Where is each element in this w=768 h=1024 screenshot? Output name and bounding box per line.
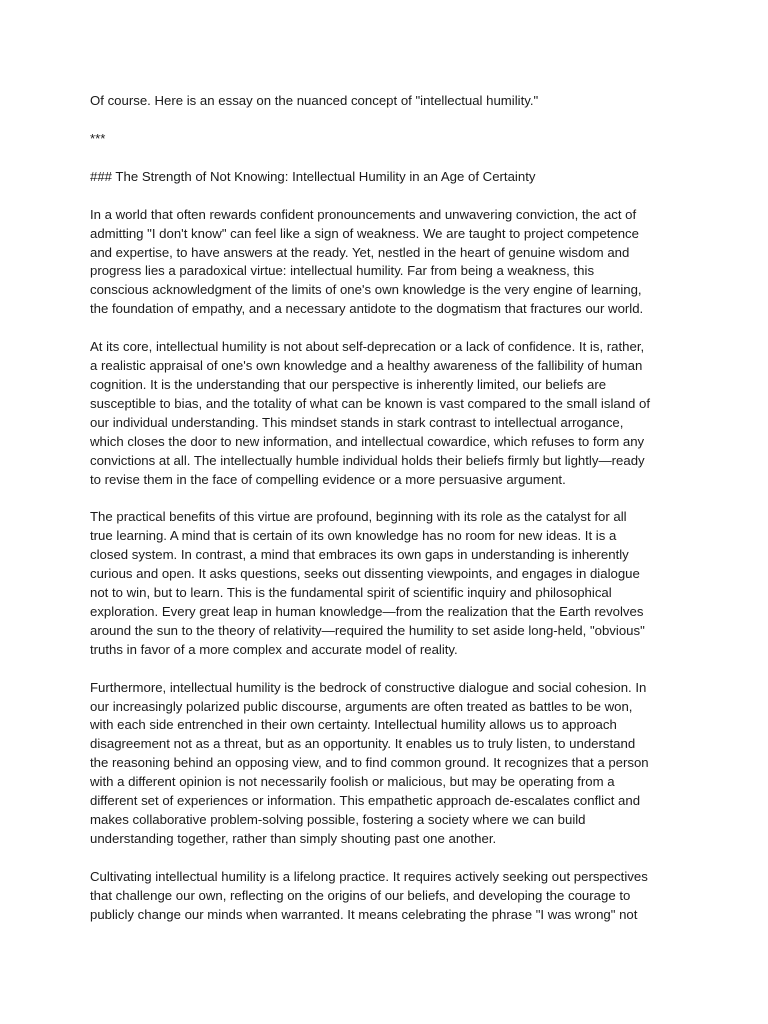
paragraph-line: At its core, intellectual humility is not about self-deprecation or a lack of confidence. It is, rather,: [90, 339, 645, 355]
paragraph-line: around the sun to the theory of relativity—required the humility to set aside long-held, "obvious": [90, 622, 645, 638]
paragraph-line: understanding together, rather than simply shouting past one another.: [90, 830, 497, 846]
paragraph-line: with a different opinion is not necessarily foolish or malicious, but may be operating from a: [90, 774, 615, 790]
paragraph-line: the reasoning behind an opposing view, and to find common ground. It recognizes that a person: [90, 755, 649, 771]
paragraph-line: conscious acknowledgment of the limits of one's own knowledge is the very engine of learning,: [90, 282, 642, 298]
paragraph-line: Furthermore, intellectual humility is the bedrock of constructive dialogue and social cohesion. In: [90, 679, 647, 695]
paragraph-line: with each side entrenched in their own certainty. Intellectual humility allows us to approach: [90, 717, 617, 733]
essay-body: [90, 206, 670, 925]
paragraph-line: publicly change our minds when warranted. It means celebrating the phrase "I was wrong" not: [90, 906, 638, 922]
paragraph-line: The practical benefits of this virtue are profound, beginning with its role as the catalyst for all: [90, 509, 627, 525]
paragraph-line: different set of experiences or information. This empathetic approach de-escalates conflict and: [90, 793, 641, 809]
paragraph-line: curious and open. It asks questions, seeks out dissenting viewpoints, and engages in dialogue: [90, 566, 640, 582]
paragraph-line: makes collaborative problem-solving possible, fostering a society where we can build: [90, 812, 586, 827]
paragraph-line: a realistic appraisal of one's own knowledge and a healthy awareness of the fallibility of human: [90, 358, 643, 374]
intro-line: [90, 92, 670, 111]
essay-paragraph: [90, 508, 670, 659]
paragraph-line: not to win, but to learn. This is the fundamental spirit of scientific inquiry and philosophical: [90, 585, 612, 601]
paragraph-line: true learning. A mind that is certain of its own knowledge has no room for new ideas. It is a: [90, 528, 617, 544]
paragraph-line: that challenge our own, reflecting on the origins of our beliefs, and developing the courage to: [90, 887, 631, 903]
paragraph-line: our individual understanding. This mindset stands in stark contrast to intellectual arrogance,: [90, 414, 624, 430]
essay-paragraph: [90, 338, 670, 489]
paragraph-line: to revise them in the face of compelling evidence or a more persuasive argument.: [90, 471, 566, 487]
paragraph-line: susceptible to bias, and the totality of what can be known is vast compared to the small island of: [90, 395, 651, 411]
essay-paragraph: [90, 206, 670, 319]
paragraph-line: convictions at all. The intellectually humble individual holds their beliefs firmly but lightly—ready: [90, 452, 645, 468]
paragraph-line: which closes the door to new information, and intellectual cowardice, which refuses to form any: [90, 433, 645, 449]
essay-paragraph: [90, 868, 670, 925]
separator: [90, 130, 670, 149]
document-page: [90, 92, 670, 944]
essay-paragraph: [90, 679, 670, 849]
paragraph-line: In a world that often rewards confident pronouncements and unwavering conviction, the act of: [90, 206, 637, 222]
paragraph-line: closed system. In contrast, a mind that embraces its own gaps in understanding is inherently: [90, 547, 629, 563]
paragraph-line: disagreement not as a threat, but as an opportunity. It enables us to truly listen, to understand: [90, 736, 636, 752]
paragraph-line: our increasingly polarized public discourse, arguments are often treated as battles to be won,: [90, 698, 633, 714]
essay-heading-text: ### The Strength of Not Knowing: Intellectual Humility in an Age of Certainty: [90, 168, 536, 184]
paragraph-line: cognition. It is the understanding that our perspective is inherently limited, our beliefs are: [90, 376, 607, 392]
intro-text: Of course. Here is an essay on the nuanced concept of "intellectual humility.": [90, 93, 539, 108]
paragraph-line: Cultivating intellectual humility is a lifelong practice. It requires actively seeking out perspectives: [90, 868, 648, 884]
paragraph-line: and expertise, to have answers at the ready. Yet, nestled in the heart of genuine wisdom and: [90, 244, 630, 260]
separator-text: ***: [90, 130, 106, 146]
paragraph-line: progress lies a paradoxical virtue: intellectual humility. Far from being a weakness, this: [90, 263, 595, 279]
paragraph-line: truths in favor of a more complex and accurate model of reality.: [90, 641, 458, 657]
essay-heading: [90, 168, 670, 187]
paragraph-line: admitting "I don't know" can feel like a sign of weakness. We are taught to project competence: [90, 225, 639, 241]
paragraph-line: the foundation of empathy, and a necessary antidote to the dogmatism that fractures our world.: [90, 301, 644, 317]
paragraph-line: exploration. Every great leap in human knowledge—from the realization that the Earth revolves: [90, 603, 644, 619]
